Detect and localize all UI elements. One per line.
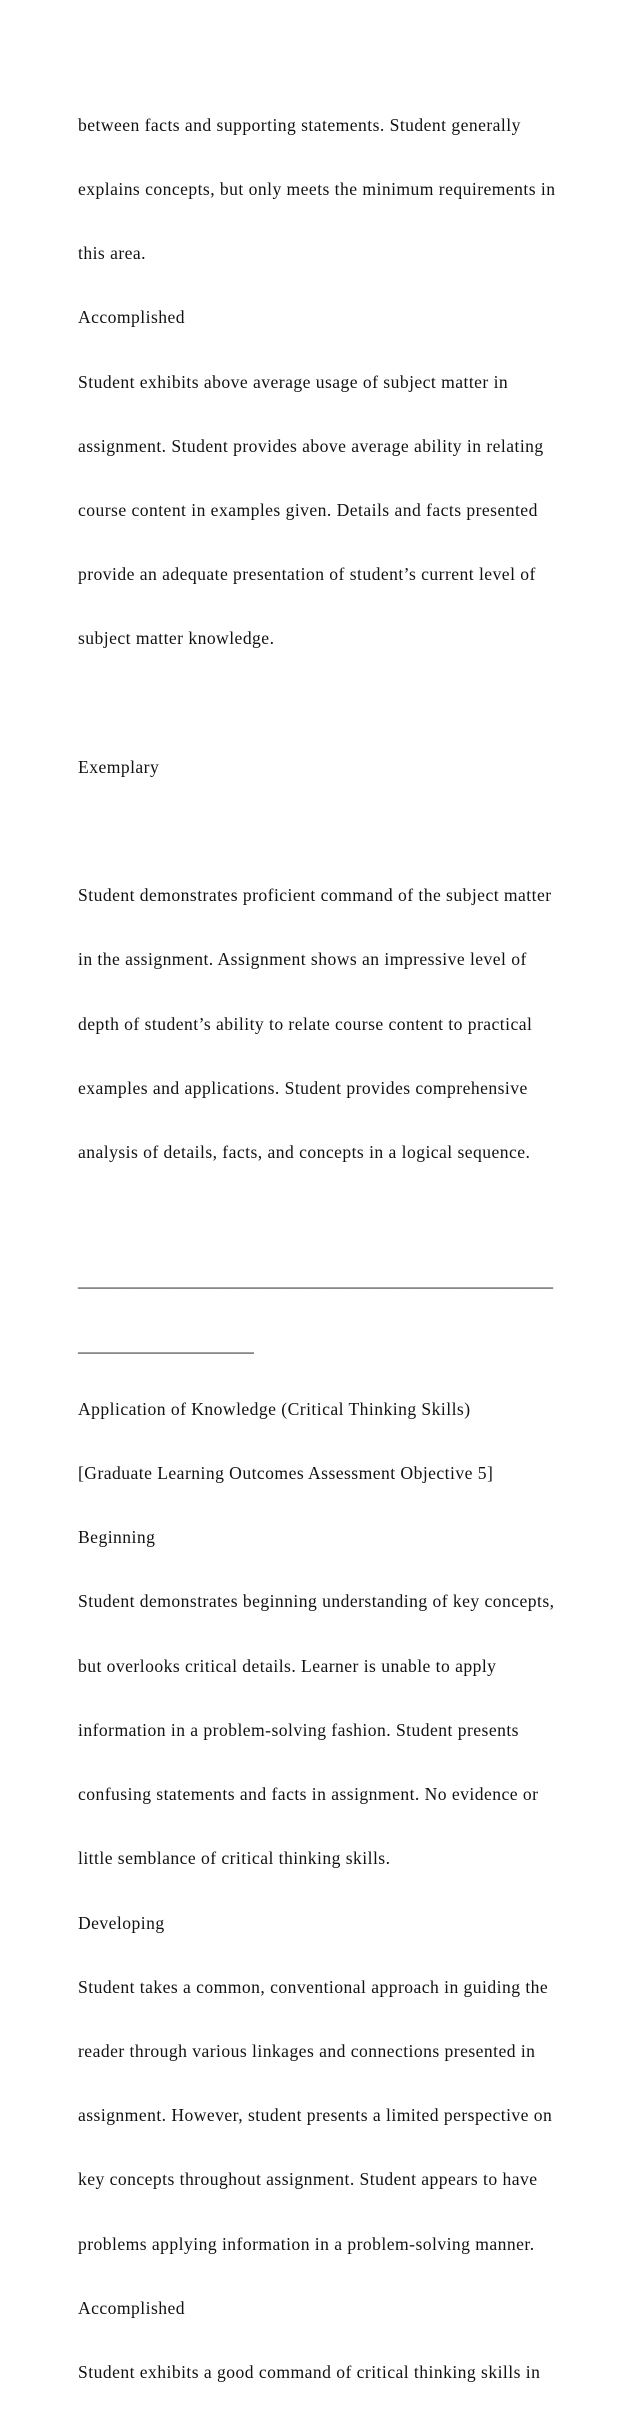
text-line: analysis of details, facts, and concepts in a logical sequence. [78,1142,531,1163]
text-line: between facts and supporting statements. Student generally [78,114,521,135]
text-line: reader through various linkages and connections presented in [78,2040,536,2061]
separator-rule: ______________________________________________________ [78,1270,554,1291]
text-line: confusing statements and facts in assignment. No evidence or [78,1784,539,1805]
criterion-objective: [Graduate Learning Outcomes Assessment Objective 5] [78,1463,494,1484]
text-line: problems applying information in a problem-solving manner. [78,2233,535,2254]
text-line: Student demonstrates proficient command of the subject matter [78,885,552,906]
text-line: information in a problem-solving fashion. Student presents [78,1719,519,1740]
text-line: Student demonstrates beginning understanding of key concepts, [78,1591,555,1612]
section-heading: Developing [78,1912,165,1933]
criterion-title: Application of Knowledge (Critical Thinking Skills) [78,1398,471,1419]
text-line: little semblance of critical thinking skills. [78,1848,391,1869]
blank-line [78,693,623,714]
text-line: Student takes a common, conventional approach in guiding the [78,1976,549,1997]
section-heading: Exemplary [78,756,160,777]
text-line: assignment. Student provides above average ability in relating [78,435,544,456]
text-line: subject matter knowledge. [78,628,275,649]
text-line: explains concepts, but only meets the minimum requirements in [78,179,556,200]
section-heading: Accomplished [78,307,186,328]
text-line: this area. [78,243,147,264]
text-line: depth of student’s ability to relate course content to practical [78,1013,533,1034]
text-line: key concepts throughout assignment. Student appears to have [78,2169,538,2190]
blank-line [78,1206,623,1227]
blank-line [78,821,623,842]
text-line: but overlooks critical details. Learner is unable to apply [78,1655,497,1676]
section-heading: Beginning [78,1527,156,1548]
text-line: examples and applications. Student provides comprehensive [78,1077,528,1098]
text-line: Student exhibits a good command of critical thinking skills in [78,2361,541,2382]
text-line: provide an adequate presentation of student’s current level of [78,564,536,585]
text-line: assignment. However, student presents a limited perspective on [78,2105,553,2126]
separator-rule: ____________________ [78,1334,254,1355]
text-line: course content in examples given. Details and facts presented [78,500,538,521]
document-body [78,72,623,2426]
text-line: in the assignment. Assignment shows an impressive level of [78,949,527,970]
section-heading: Accomplished [78,2297,186,2318]
text-line: Student exhibits above average usage of subject matter in [78,371,509,392]
